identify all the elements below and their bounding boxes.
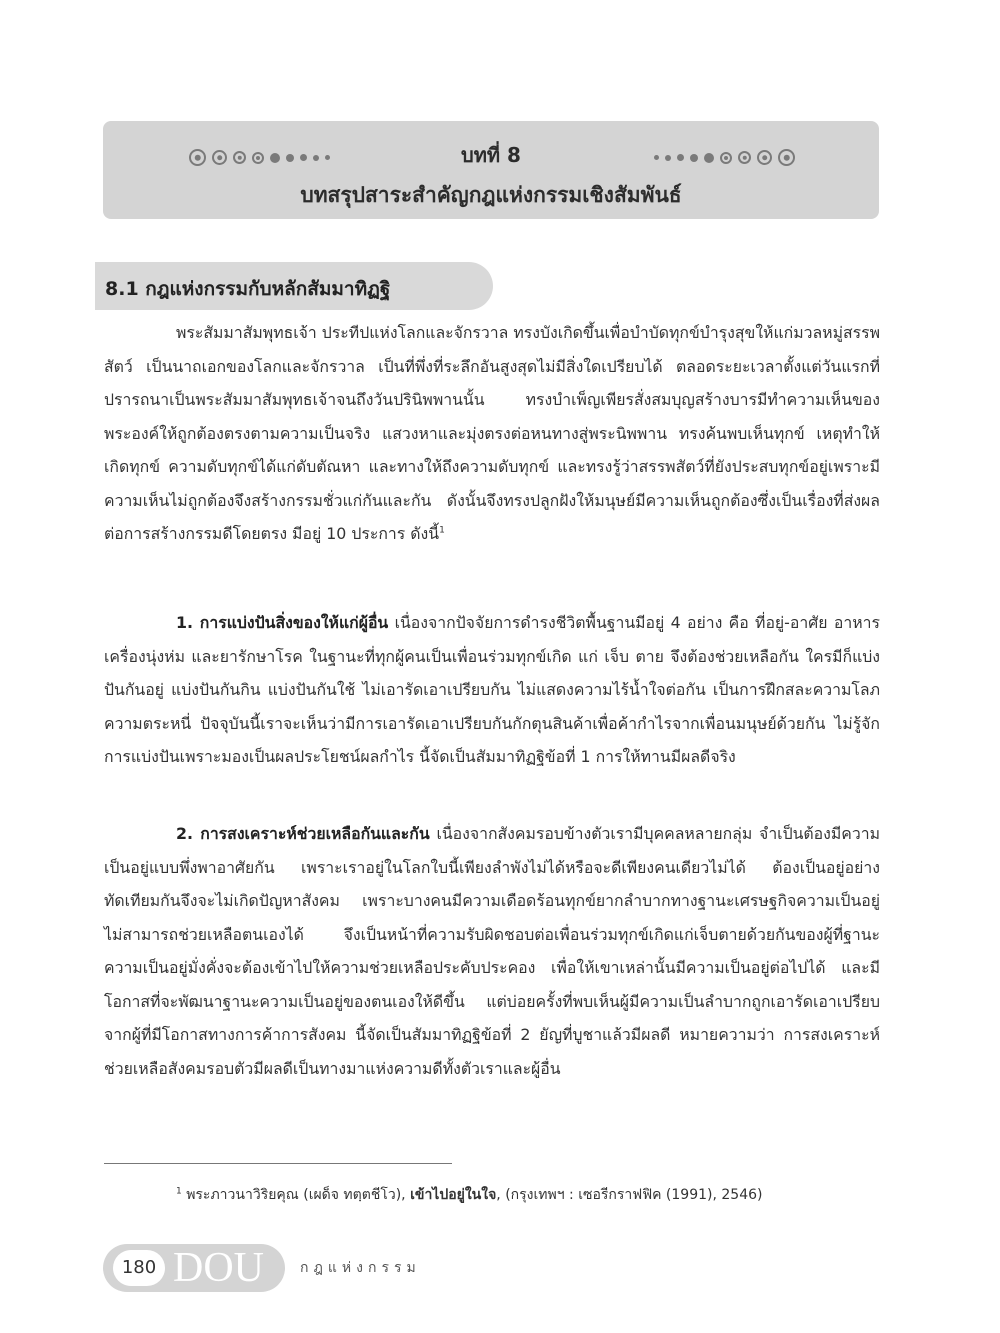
dot-icon xyxy=(677,154,684,161)
dot-icon xyxy=(665,155,671,161)
item-paragraph xyxy=(104,606,880,774)
section-heading: 8.1 กฎแห่งกรรมกับหลักสัมมาทิฏฐิ xyxy=(105,278,391,300)
item-title: 1. การแบ่งปันสิ่งของให้แก่ผู้อื่น xyxy=(176,613,389,632)
section-heading-bar xyxy=(95,262,493,310)
footnote-ref: 1 xyxy=(439,525,445,536)
footer-badge xyxy=(103,1244,285,1292)
chapter-title: บทสรุปสาระสำคัญกฎแห่งกรรมเชิงสัมพันธ์ xyxy=(300,183,682,207)
footnote-publisher: , (กรุงเทพฯ : เซอรีกราฟฟิค (1991), 2546) xyxy=(496,1187,763,1203)
dot-icon xyxy=(738,151,751,164)
dou-logo: DOU xyxy=(173,1245,264,1291)
dot-icon xyxy=(720,152,732,164)
footnote-author: พระภาวนาวิริยคุณ (เผด็จ ทตฺตชีโว), xyxy=(186,1187,406,1203)
footnote-book-title: เข้าไปอยู่ในใจ xyxy=(410,1187,497,1203)
item-text: เนื่องจากสังคมรอบข้างตัวเรามีบุคคลหลายกลุ่ม จำเป็นต้องมีความเป็นอยู่แบบพึ่งพาอาศัยกัน เพราะเราอยู่ในโลกใบนี้เพียงลำพังไม่ได้หรือจะดีเพียงคนเดียวไม่ได้ ต้องเป็นอยู่อย่างทัดเทียมกันจึงจะไม่เกิดปัญหาสังคม เพราะบางคนมีความเดือดร้อนทุกข์ยากลำบากทางฐานะเศรษฐกิจความเป็นอยู่ไม่สามารถช่วยเหลือตนเองได้ จึงเป็นหน้าที่ความรับผิดชอบต่อเพื่อนร่วมทุกข์เกิดแก่เจ็บตายด้วยกันของผู้ที่ฐานะความเป็นอยู่มั่งคั่งจะต้องเข้าไปให้ความช่วยเหลือประคับประคอง เพื่อให้เขาเหล่านั้นมีความเป็นอยู่ต่อไปได้ และมีโอกาสที่จะพัฒนาฐานะความเป็นอยู่ของตนเองให้ดีขึ้น แต่บ่อยครั้งที่พบเห็นผู้มีความเป็นลำบากถูกเอารัดเอาเปรียบจากผู้ที่มีโอกาสทางการค้าการสังคม นี้จัดเป็นสัมมาทิฏฐิข้อที่ 2 ยัญที่บูชาแล้วมีผลดี หมายความว่า การสงเคราะห์ช่วยเหลือสังคมรอบตัวมีผลดีเป็นทางมาแห่งความดีทั้งตัวเราและผู้อื่น xyxy=(104,824,881,1078)
chapter-number: บทที่ 8 xyxy=(461,143,521,167)
decorative-dots-right xyxy=(654,149,795,166)
footnote-number: 1 xyxy=(176,1186,182,1197)
dot-icon xyxy=(704,153,714,163)
dot-icon xyxy=(757,150,772,165)
dot-icon xyxy=(690,154,698,162)
footer-book-title: กฎแห่งกรรม xyxy=(300,1260,421,1276)
item-paragraph xyxy=(104,817,880,1085)
item-title: 2. การสงเคราะห์ช่วยเหลือกันและกัน xyxy=(176,824,430,843)
dot-icon xyxy=(654,155,659,160)
dot-icon xyxy=(778,149,795,166)
footnote-divider xyxy=(104,1163,452,1164)
intro-paragraph xyxy=(104,316,880,551)
page-number: 180 xyxy=(113,1250,165,1286)
intro-text: พระสัมมาสัมพุทธเจ้า ประทีปแห่งโลกและจักรวาล ทรงบังเกิดขึ้นเพื่อบำบัดทุกข์บำรุงสุขให้แก่มวลหมู่สรรพสัตว์ เป็นนาถเอกของโลกและจักรวาล เป็นที่พึ่งที่ระลึกอันสูงสุดไม่มีสิ่งใดเปรียบได้ ตลอดระยะเวลาตั้งแต่วันแรกที่ปรารถนาเป็นพระสัมมาสัมพุทธเจ้าจนถึงวันปรินิพพานนั้น ทรงบำเพ็ญเพียรสั่งสมบุญสร้างบารมีทำความเห็นของพระองค์ให้ถูกต้องตรงตามความเป็นจริง แสวงหาและมุ่งตรงต่อหนทางสู่พระนิพพาน ทรงค้นพบเห็นทุกข์ เหตุทำให้เกิดทุกข์ ความดับทุกข์ได้แก่ดับตัณหา และทางให้ถึงความดับทุกข์ และทรงรู้ว่าสรรพสัตว์ที่ยังประสบทุกข์อยู่เพราะมีความเห็นไม่ถูกต้องจึงสร้างกรรมชั่วแก่กันและกัน ดังนั้นจึงทรงปลูกฝังให้มนุษย์มีความเห็นถูกต้องซึ่งเป็นเรื่องที่ส่งผลต่อการสร้างกรรมดีโดยตรง มีอยู่ 10 ประการ ดังนี้ xyxy=(104,323,881,543)
item-text: เนื่องจากปัจจัยการดำรงชีวิตพื้นฐานมีอยู่ 4 อย่าง คือ ที่อยู่-อาศัย อาหาร เครื่องนุ่งห่ม และยารักษาโรค ในฐานะที่ทุกผู้คนเป็นเพื่อนร่วมทุกข์เกิด แก่ เจ็บ ตาย จึงต้องช่วยเหลือกัน ใครมีก็แบ่งปันกันอยู่ แบ่งปันกันกิน แบ่งปันกันใช้ ไม่เอารัดเอาเปรียบกัน ไม่แสดงความไร้น้ำใจต่อกัน เป็นการฝึกสละความโลภความตระหนี่ ปัจจุบันนี้เราจะเห็นว่ามีการเอารัดเอาเปรียบกันกักตุนสินค้าเพื่อค้ากำไรจากเพื่อนมนุษย์ด้วยกัน ไม่รู้จักการแบ่งปันเพราะมองเป็นผลประโยชน์ผลกำไร นี้จัดเป็นสัมมาทิฏฐิข้อที่ 1 การให้ทานมีผลดีจริง xyxy=(104,613,880,766)
footnote xyxy=(176,1184,876,1206)
chapter-header xyxy=(103,121,879,219)
